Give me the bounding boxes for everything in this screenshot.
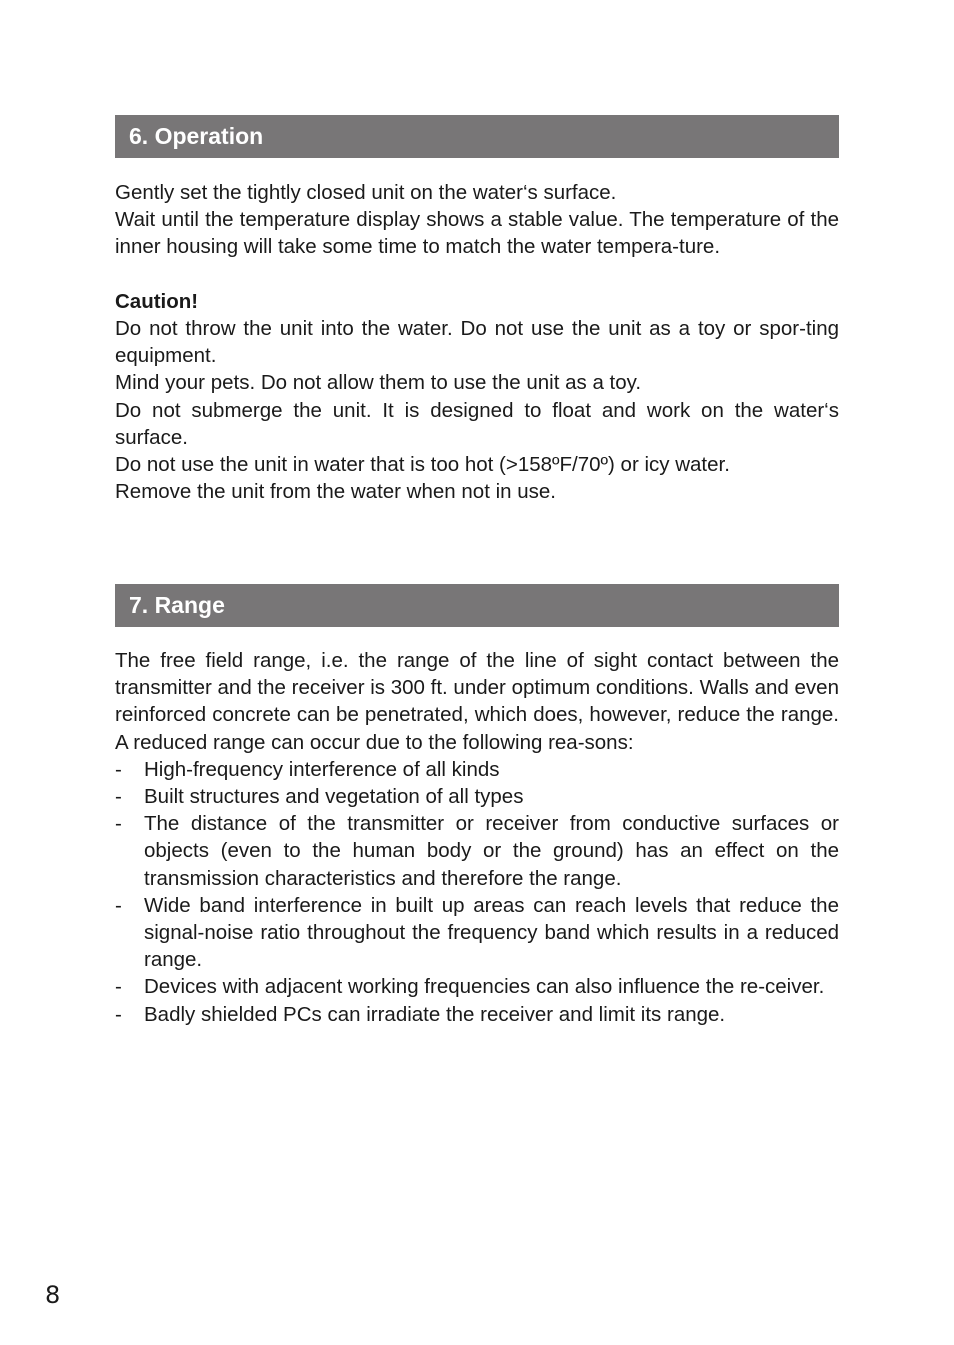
list-item-text: High-frequency interference of all kinds <box>144 757 500 781</box>
caution-line: Do not submerge the unit. It is designed to float and work on the water‘s surface. <box>115 398 839 449</box>
section-header-range <box>115 584 839 627</box>
range-bullet-list <box>115 756 839 1028</box>
caution-line: Do not use the unit in water that is too hot (>158ºF/70º) or icy water. <box>115 453 730 477</box>
bullet-dash: - <box>115 975 122 999</box>
list-item-text: Built structures and vegetation of all types <box>144 785 524 809</box>
caution-line: Mind your pets. Do not allow them to use the unit as a toy. <box>115 371 642 395</box>
section-title-range: 7. Range <box>129 592 225 618</box>
bullet-dash: - <box>115 757 122 781</box>
caution-line: Do not throw the unit into the water. Do not use the unit as a toy or spor-ting equipment. <box>115 317 839 368</box>
list-item <box>115 1001 839 1028</box>
list-item-text: The distance of the transmitter or receiver from conductive surfaces or objects (even to the human body or the ground) has an effect on the transmission characteristics and therefore the range. <box>144 812 839 890</box>
operation-paragraph: Gently set the tightly closed unit on the water‘s surface. <box>115 181 617 204</box>
list-item <box>115 892 839 974</box>
operation-body <box>115 179 839 505</box>
bullet-dash: - <box>115 1002 122 1026</box>
list-item <box>115 810 839 892</box>
range-body <box>115 647 839 1028</box>
caution-title: Caution! <box>115 289 199 313</box>
operation-paragraph: Wait until the temperature display shows a stable value. The temperature of the inner housing will take some time to match the water tempera-ture. <box>115 208 839 259</box>
bullet-dash: - <box>115 893 122 917</box>
list-item-text: Badly shielded PCs can irradiate the receiver and limit its range. <box>144 1002 726 1026</box>
section-header-operation <box>115 115 839 158</box>
list-item-text: Devices with adjacent working frequencies can also influence the re-ceiver. <box>144 975 825 999</box>
paragraph-spacer <box>115 261 839 288</box>
bullet-dash: - <box>115 785 122 809</box>
list-item <box>115 756 839 783</box>
bullet-dash: - <box>115 812 122 836</box>
range-intro: The free field range, i.e. the range of the line of sight contact between the transmitter and the receiver is 300 ft. under optimum conditions. Walls and even reinforced concrete can be penetrated, which does, however, reduce the range. A reduced range can occur due to the following rea-sons: <box>115 649 839 754</box>
list-item <box>115 973 839 1000</box>
section-title-operation: 6. Operation <box>129 123 264 149</box>
list-item-text: Wide band interference in built up areas can reach levels that reduce the signal-noise ratio throughout the frequency band which results in a reduced range. <box>144 893 839 972</box>
page-number: 8 <box>45 1281 61 1309</box>
list-item <box>115 783 839 810</box>
caution-line: Remove the unit from the water when not in use. <box>115 480 556 504</box>
